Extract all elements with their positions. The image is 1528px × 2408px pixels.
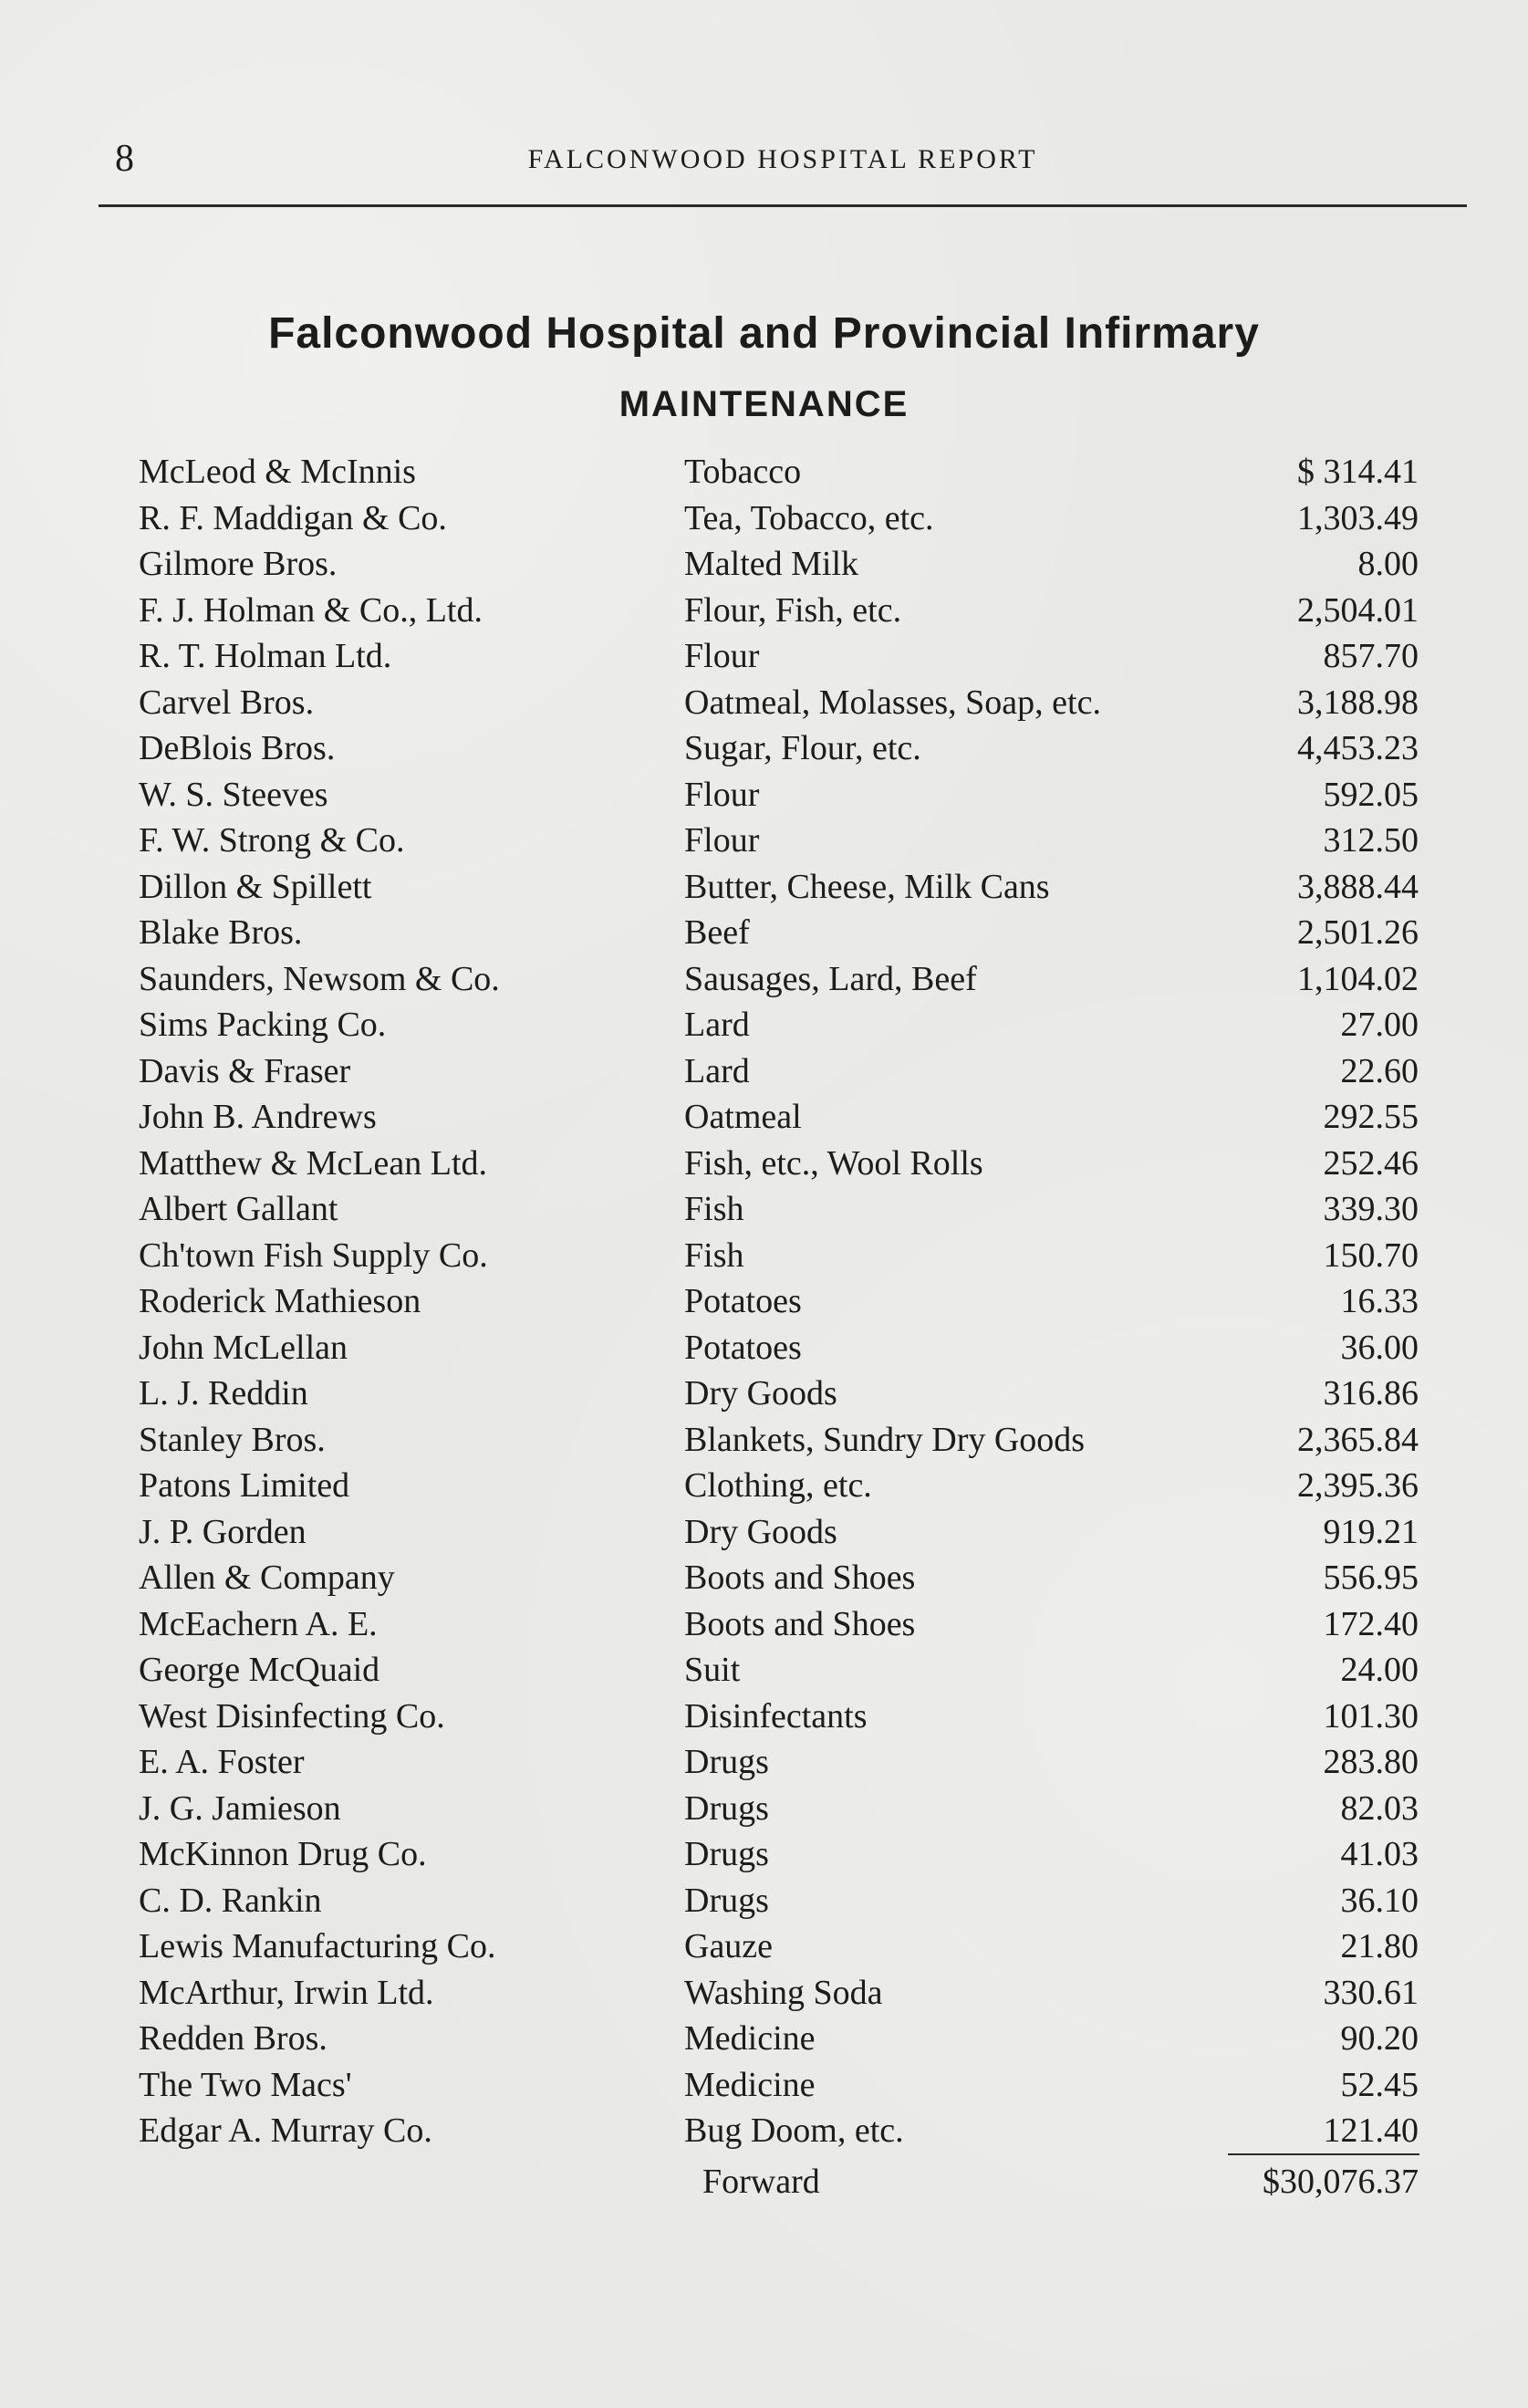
- item-cell: Blankets, Sundry Dry Goods: [684, 1420, 1086, 1459]
- table-row: [0, 725, 1528, 772]
- table-row: [0, 956, 1528, 1003]
- item-cell: Flour: [684, 637, 760, 675]
- item-cell: Lard: [684, 1051, 750, 1090]
- vendor-cell: Stanley Bros.: [139, 1420, 326, 1459]
- table-row: [0, 2108, 1528, 2154]
- vendor-cell: Matthew & McLean Ltd.: [139, 1143, 488, 1183]
- table-row: [0, 1325, 1528, 1371]
- item-cell: Drugs: [684, 1881, 769, 1920]
- table-row: [0, 1094, 1528, 1141]
- amount-cell: 252.46: [1323, 1143, 1419, 1183]
- vendor-cell: George McQuaid: [139, 1651, 380, 1689]
- table-row: [0, 1601, 1528, 1648]
- vendor-cell: Saunders, Newsom & Co.: [139, 959, 500, 998]
- vendor-cell: F. W. Strong & Co.: [139, 821, 405, 860]
- vendor-cell: F. J. Holman & Co., Ltd.: [139, 590, 483, 630]
- amount-cell: 121.40: [1323, 2111, 1419, 2150]
- table-row: [0, 449, 1528, 495]
- item-cell: Fish: [684, 1235, 744, 1275]
- amount-cell: 21.80: [1340, 1927, 1419, 1965]
- item-cell: Bug Doom, etc.: [684, 2111, 904, 2150]
- item-cell: Flour: [684, 821, 760, 860]
- amount-cell: 2,501.26: [1297, 913, 1419, 952]
- amount-cell: 41.03: [1340, 1835, 1419, 1873]
- table-row: [0, 1647, 1528, 1694]
- amount-cell: 101.30: [1323, 1696, 1419, 1736]
- vendor-cell: Carvel Bros.: [139, 683, 315, 722]
- vendor-cell: Dillon & Spillett: [139, 867, 372, 906]
- vendor-cell: C. D. Rankin: [139, 1881, 322, 1920]
- item-cell: Flour, Fish, etc.: [684, 590, 902, 630]
- item-cell: Medicine: [684, 2019, 816, 2058]
- amount-cell: 1,104.02: [1297, 959, 1419, 998]
- table-row: [0, 1694, 1528, 1740]
- vendor-cell: John B. Andrews: [139, 1098, 377, 1136]
- vendor-cell: McLeod & McInnis: [139, 453, 416, 491]
- vendor-cell: Allen & Company: [139, 1558, 395, 1597]
- table-row: [0, 1278, 1528, 1325]
- item-cell: Boots and Shoes: [684, 1558, 916, 1597]
- vendor-cell: McArthur, Irwin Ltd.: [139, 1973, 434, 2012]
- item-cell: Medicine: [684, 2065, 816, 2104]
- table-row: [0, 1831, 1528, 1878]
- amount-cell: 2,395.36: [1297, 1466, 1419, 1505]
- amount-cell: 3,888.44: [1297, 867, 1419, 906]
- amount-cell: 22.60: [1340, 1051, 1419, 1090]
- vendor-cell: Patons Limited: [139, 1466, 350, 1505]
- amount-cell: 556.95: [1323, 1558, 1419, 1597]
- total-rule: [1228, 2153, 1419, 2155]
- table-row: [0, 818, 1528, 864]
- page-header: [99, 139, 1467, 179]
- item-cell: Gauze: [684, 1927, 774, 1965]
- item-cell: Suit: [684, 1651, 741, 1689]
- table-row: [0, 1739, 1528, 1786]
- item-cell: Sausages, Lard, Beef: [684, 959, 977, 998]
- item-cell: Clothing, etc.: [684, 1466, 872, 1505]
- amount-cell: 919.21: [1323, 1512, 1419, 1551]
- item-cell: Lard: [684, 1006, 750, 1044]
- amount-cell: 4,453.23: [1297, 729, 1419, 767]
- forward-label: Forward: [702, 2163, 820, 2201]
- table-row: [0, 1048, 1528, 1095]
- page-number: 8: [115, 138, 134, 180]
- amount-cell: 1,303.49: [1297, 498, 1419, 537]
- vendor-cell: W. S. Steeves: [139, 775, 328, 814]
- vendor-cell: Roderick Mathieson: [139, 1282, 421, 1320]
- amount-cell: 292.55: [1323, 1098, 1419, 1136]
- table-row: [0, 1509, 1528, 1556]
- item-cell: Drugs: [684, 1835, 769, 1873]
- table-row: [0, 1233, 1528, 1279]
- table-row: [0, 541, 1528, 588]
- vendor-cell: McEachern A. E.: [139, 1604, 378, 1643]
- amount-cell: 330.61: [1323, 1973, 1419, 2012]
- vendor-cell: J. P. Gorden: [139, 1512, 307, 1551]
- table-row: [0, 1555, 1528, 1601]
- table-row: [0, 1371, 1528, 1417]
- amount-cell: 2,504.01: [1297, 590, 1419, 630]
- amount-cell: 339.30: [1323, 1190, 1419, 1228]
- vendor-cell: Gilmore Bros.: [139, 545, 338, 583]
- forward-row: [0, 2157, 1528, 2206]
- item-cell: Potatoes: [684, 1328, 802, 1367]
- amount-cell: 857.70: [1323, 637, 1419, 675]
- item-cell: Disinfectants: [684, 1696, 868, 1736]
- item-cell: Malted Milk: [684, 545, 859, 583]
- table-row: [0, 1141, 1528, 1187]
- table-row: [0, 1463, 1528, 1509]
- item-cell: Sugar, Flour, etc.: [684, 729, 921, 767]
- vendor-cell: Redden Bros.: [139, 2019, 327, 2058]
- vendor-cell: Davis & Fraser: [139, 1051, 351, 1090]
- vendor-cell: R. F. Maddigan & Co.: [139, 498, 447, 537]
- amount-cell: 82.03: [1340, 1788, 1419, 1828]
- header-rule: [99, 204, 1467, 207]
- table-row: [0, 1786, 1528, 1832]
- item-cell: Fish, etc., Wool Rolls: [684, 1143, 983, 1183]
- amount-cell: 52.45: [1340, 2065, 1419, 2104]
- item-cell: Boots and Shoes: [684, 1604, 916, 1643]
- table-row: [0, 680, 1528, 726]
- table-row: [0, 1417, 1528, 1464]
- table-row: [0, 1923, 1528, 1970]
- vendor-cell: Ch'town Fish Supply Co.: [139, 1235, 488, 1275]
- vendor-cell: The Two Macs': [139, 2065, 352, 2104]
- running-head: FALCONWOOD HOSPITAL REPORT: [527, 144, 1038, 174]
- amount-cell: 2,365.84: [1297, 1420, 1419, 1459]
- amount-cell: 316.86: [1323, 1374, 1419, 1412]
- amount-cell: 27.00: [1340, 1006, 1419, 1044]
- item-cell: Drugs: [684, 1788, 769, 1828]
- amount-cell: 312.50: [1323, 821, 1419, 860]
- amount-cell: 150.70: [1323, 1235, 1419, 1275]
- page-title: Falconwood Hospital and Provincial Infirmary: [268, 309, 1260, 358]
- vendor-cell: R. T. Holman Ltd.: [139, 637, 392, 675]
- table-row: [0, 2016, 1528, 2062]
- vendor-cell: McKinnon Drug Co.: [139, 1835, 427, 1873]
- section-subtitle: MAINTENANCE: [618, 384, 910, 424]
- item-cell: Oatmeal, Molasses, Soap, etc.: [684, 683, 1101, 722]
- vendor-cell: John McLellan: [139, 1328, 348, 1367]
- maintenance-table: [0, 449, 1528, 2154]
- table-row: [0, 1970, 1528, 2017]
- amount-cell: $ 314.41: [1297, 453, 1419, 491]
- forward-amount: $30,076.37: [1263, 2163, 1419, 2201]
- vendor-cell: West Disinfecting Co.: [139, 1696, 445, 1736]
- table-row: [0, 772, 1528, 818]
- table-row: [0, 633, 1528, 680]
- amount-cell: 283.80: [1323, 1743, 1419, 1781]
- table-row: [0, 1878, 1528, 1924]
- vendor-cell: E. A. Foster: [139, 1743, 305, 1781]
- table-row: [0, 864, 1528, 911]
- vendor-cell: Albert Gallant: [139, 1190, 338, 1228]
- amount-cell: 24.00: [1340, 1651, 1419, 1689]
- amount-cell: 592.05: [1323, 775, 1419, 814]
- table-row: [0, 588, 1528, 634]
- amount-cell: 16.33: [1340, 1282, 1419, 1320]
- table-row: [0, 495, 1528, 542]
- amount-cell: 36.10: [1340, 1881, 1419, 1920]
- item-cell: Dry Goods: [684, 1374, 837, 1412]
- table-row: [0, 910, 1528, 956]
- item-cell: Dry Goods: [684, 1512, 837, 1551]
- amount-cell: 8.00: [1357, 545, 1419, 583]
- item-cell: Fish: [684, 1190, 744, 1228]
- table-row: [0, 1186, 1528, 1233]
- vendor-cell: Edgar A. Murray Co.: [139, 2111, 432, 2150]
- item-cell: Drugs: [684, 1743, 769, 1781]
- table-row: [0, 2062, 1528, 2109]
- vendor-cell: J. G. Jamieson: [139, 1788, 341, 1828]
- vendor-cell: DeBlois Bros.: [139, 729, 336, 767]
- table-row: [0, 1002, 1528, 1048]
- amount-cell: 3,188.98: [1297, 683, 1419, 722]
- item-cell: Tea, Tobacco, etc.: [684, 498, 934, 537]
- vendor-cell: Blake Bros.: [139, 913, 303, 952]
- item-cell: Potatoes: [684, 1282, 802, 1320]
- item-cell: Tobacco: [684, 453, 802, 491]
- vendor-cell: Sims Packing Co.: [139, 1006, 387, 1044]
- amount-cell: 172.40: [1323, 1604, 1419, 1643]
- item-cell: Oatmeal: [684, 1098, 802, 1136]
- item-cell: Butter, Cheese, Milk Cans: [684, 867, 1050, 906]
- item-cell: Beef: [684, 913, 750, 952]
- amount-cell: 36.00: [1340, 1328, 1419, 1367]
- amount-cell: 90.20: [1340, 2019, 1419, 2058]
- vendor-cell: L. J. Reddin: [139, 1374, 308, 1412]
- item-cell: Washing Soda: [684, 1973, 883, 2012]
- item-cell: Flour: [684, 775, 760, 814]
- vendor-cell: Lewis Manufacturing Co.: [139, 1927, 496, 1965]
